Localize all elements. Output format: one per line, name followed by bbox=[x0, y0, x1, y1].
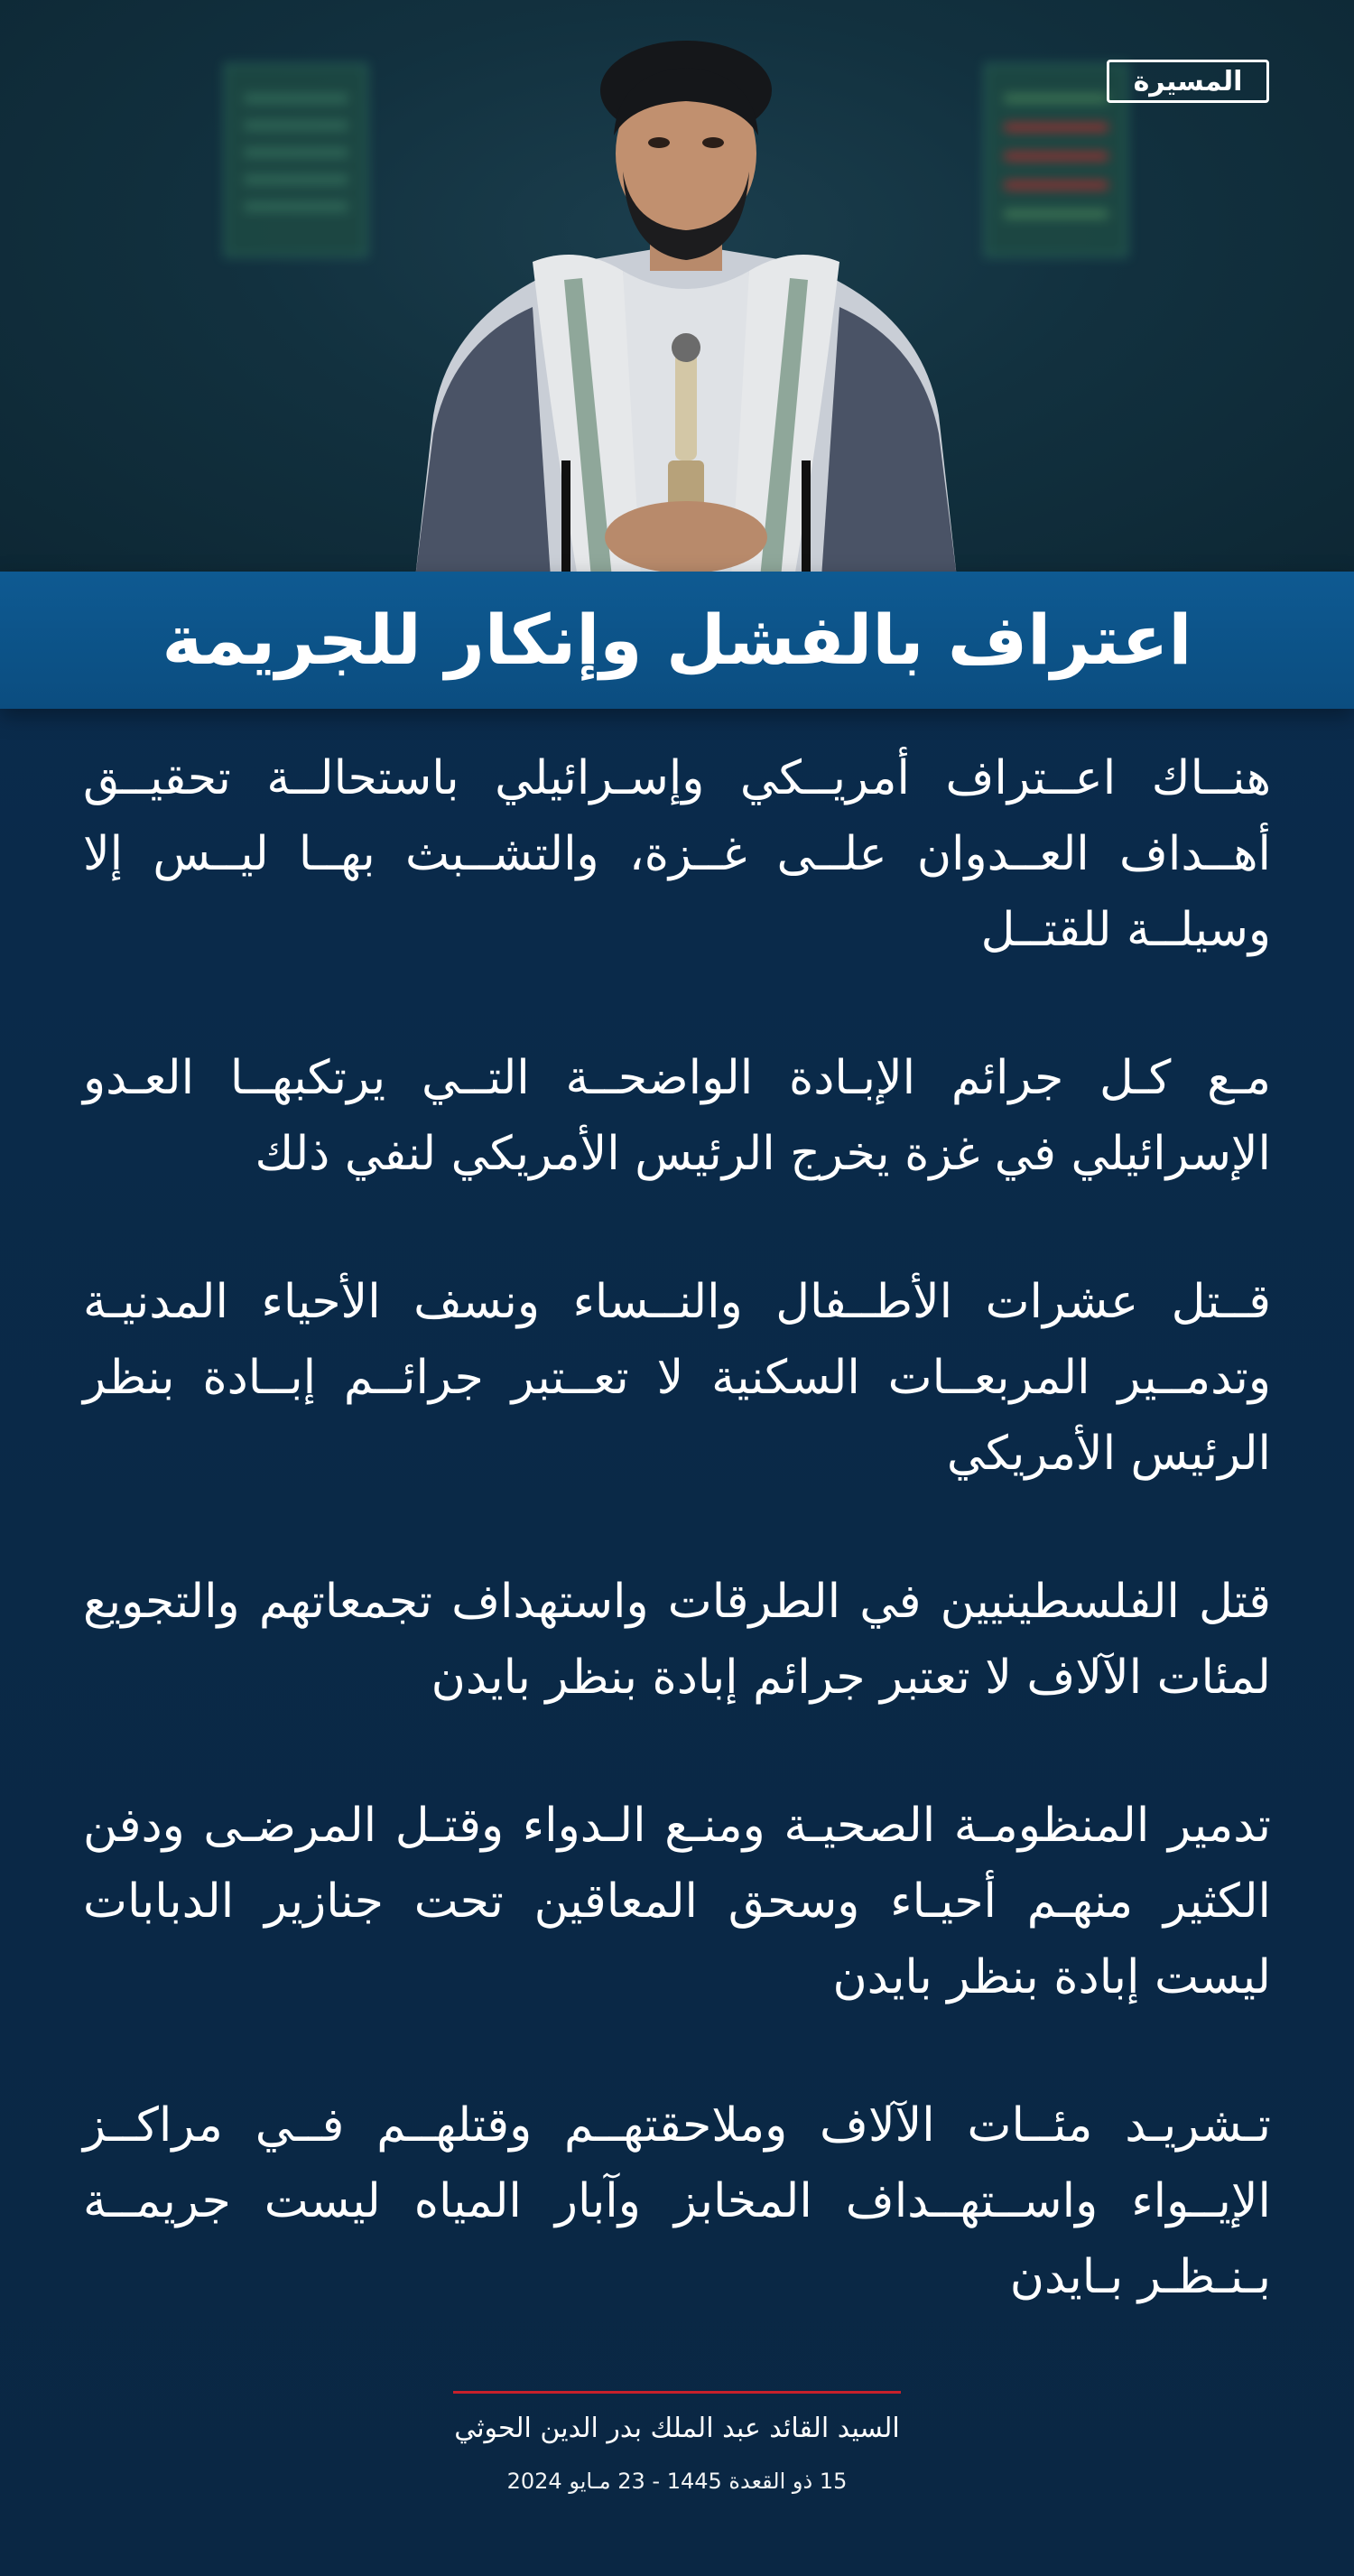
date-line: 15 ذو القعدة 1445 - 23 مـايو 2024 bbox=[506, 2469, 848, 2494]
quote-paragraph: هنــاك اعــتراف أمريــكي وإسـرائيلي باستحالــة تحقيــق أهــداف العــدوان علــى غــزة، والتشــبث بهــا ليــس إلا وسيلــة للقتــل bbox=[83, 751, 1271, 957]
quote-paragraph: قــتل عشرات الأطــفال والنــساء ونسف الأحياء المدنيـة وتدمــير المربعــات السكنية لا تعــتبر جرائــم إبــادة بنظر الرئيس الأمريكي bbox=[83, 1275, 1271, 1481]
quote-paragraph: تدمير المنظومـة الصحيـة ومنـع الـدواء وقتـل المرضـى ودفن الكثير منهـم أحيـاء وسحق المعاقين تحت جنازير الدبابات ليست إبادة بنظر بايدن bbox=[83, 1799, 1271, 2004]
background-banner-left bbox=[224, 63, 368, 257]
speaker-photo bbox=[0, 0, 1354, 578]
quote-paragraph: مـع كـل جرائم الإبـادة الواضحــة التــي يرتكبهــا العـدو الإسرائيلي في غزة يخرج الرئيس الأمريكي لنفي ذلك bbox=[83, 1051, 1271, 1181]
quote-list bbox=[83, 740, 1271, 2315]
speaker-name: السيد القائد عبد الملك بدر الدين الحوثي bbox=[454, 2413, 900, 2444]
page-title: اعتراف بالفشل وإنكار للجريمة bbox=[162, 600, 1192, 680]
quote-paragraph: تـشريـد مئــات الآلاف وملاحقتهــم وقتلهــم فــي مراكــز الإيــواء واســتهــداف المخابز وآبار المياه ليست جريمــة بـنـظـر بـايدن bbox=[83, 2098, 1271, 2304]
quote-paragraph: قتل الفلسطينيين في الطرقات واستهداف تجمعاتهم والتجويع لمئات الآلاف لا تعتبر جرائم إبادة بنظر بايدن bbox=[83, 1575, 1271, 1705]
title-bar bbox=[0, 572, 1354, 709]
al-masirah-logo: المسيرة bbox=[1107, 60, 1269, 103]
footer-divider bbox=[453, 2391, 901, 2394]
speaker-figure bbox=[397, 36, 975, 578]
